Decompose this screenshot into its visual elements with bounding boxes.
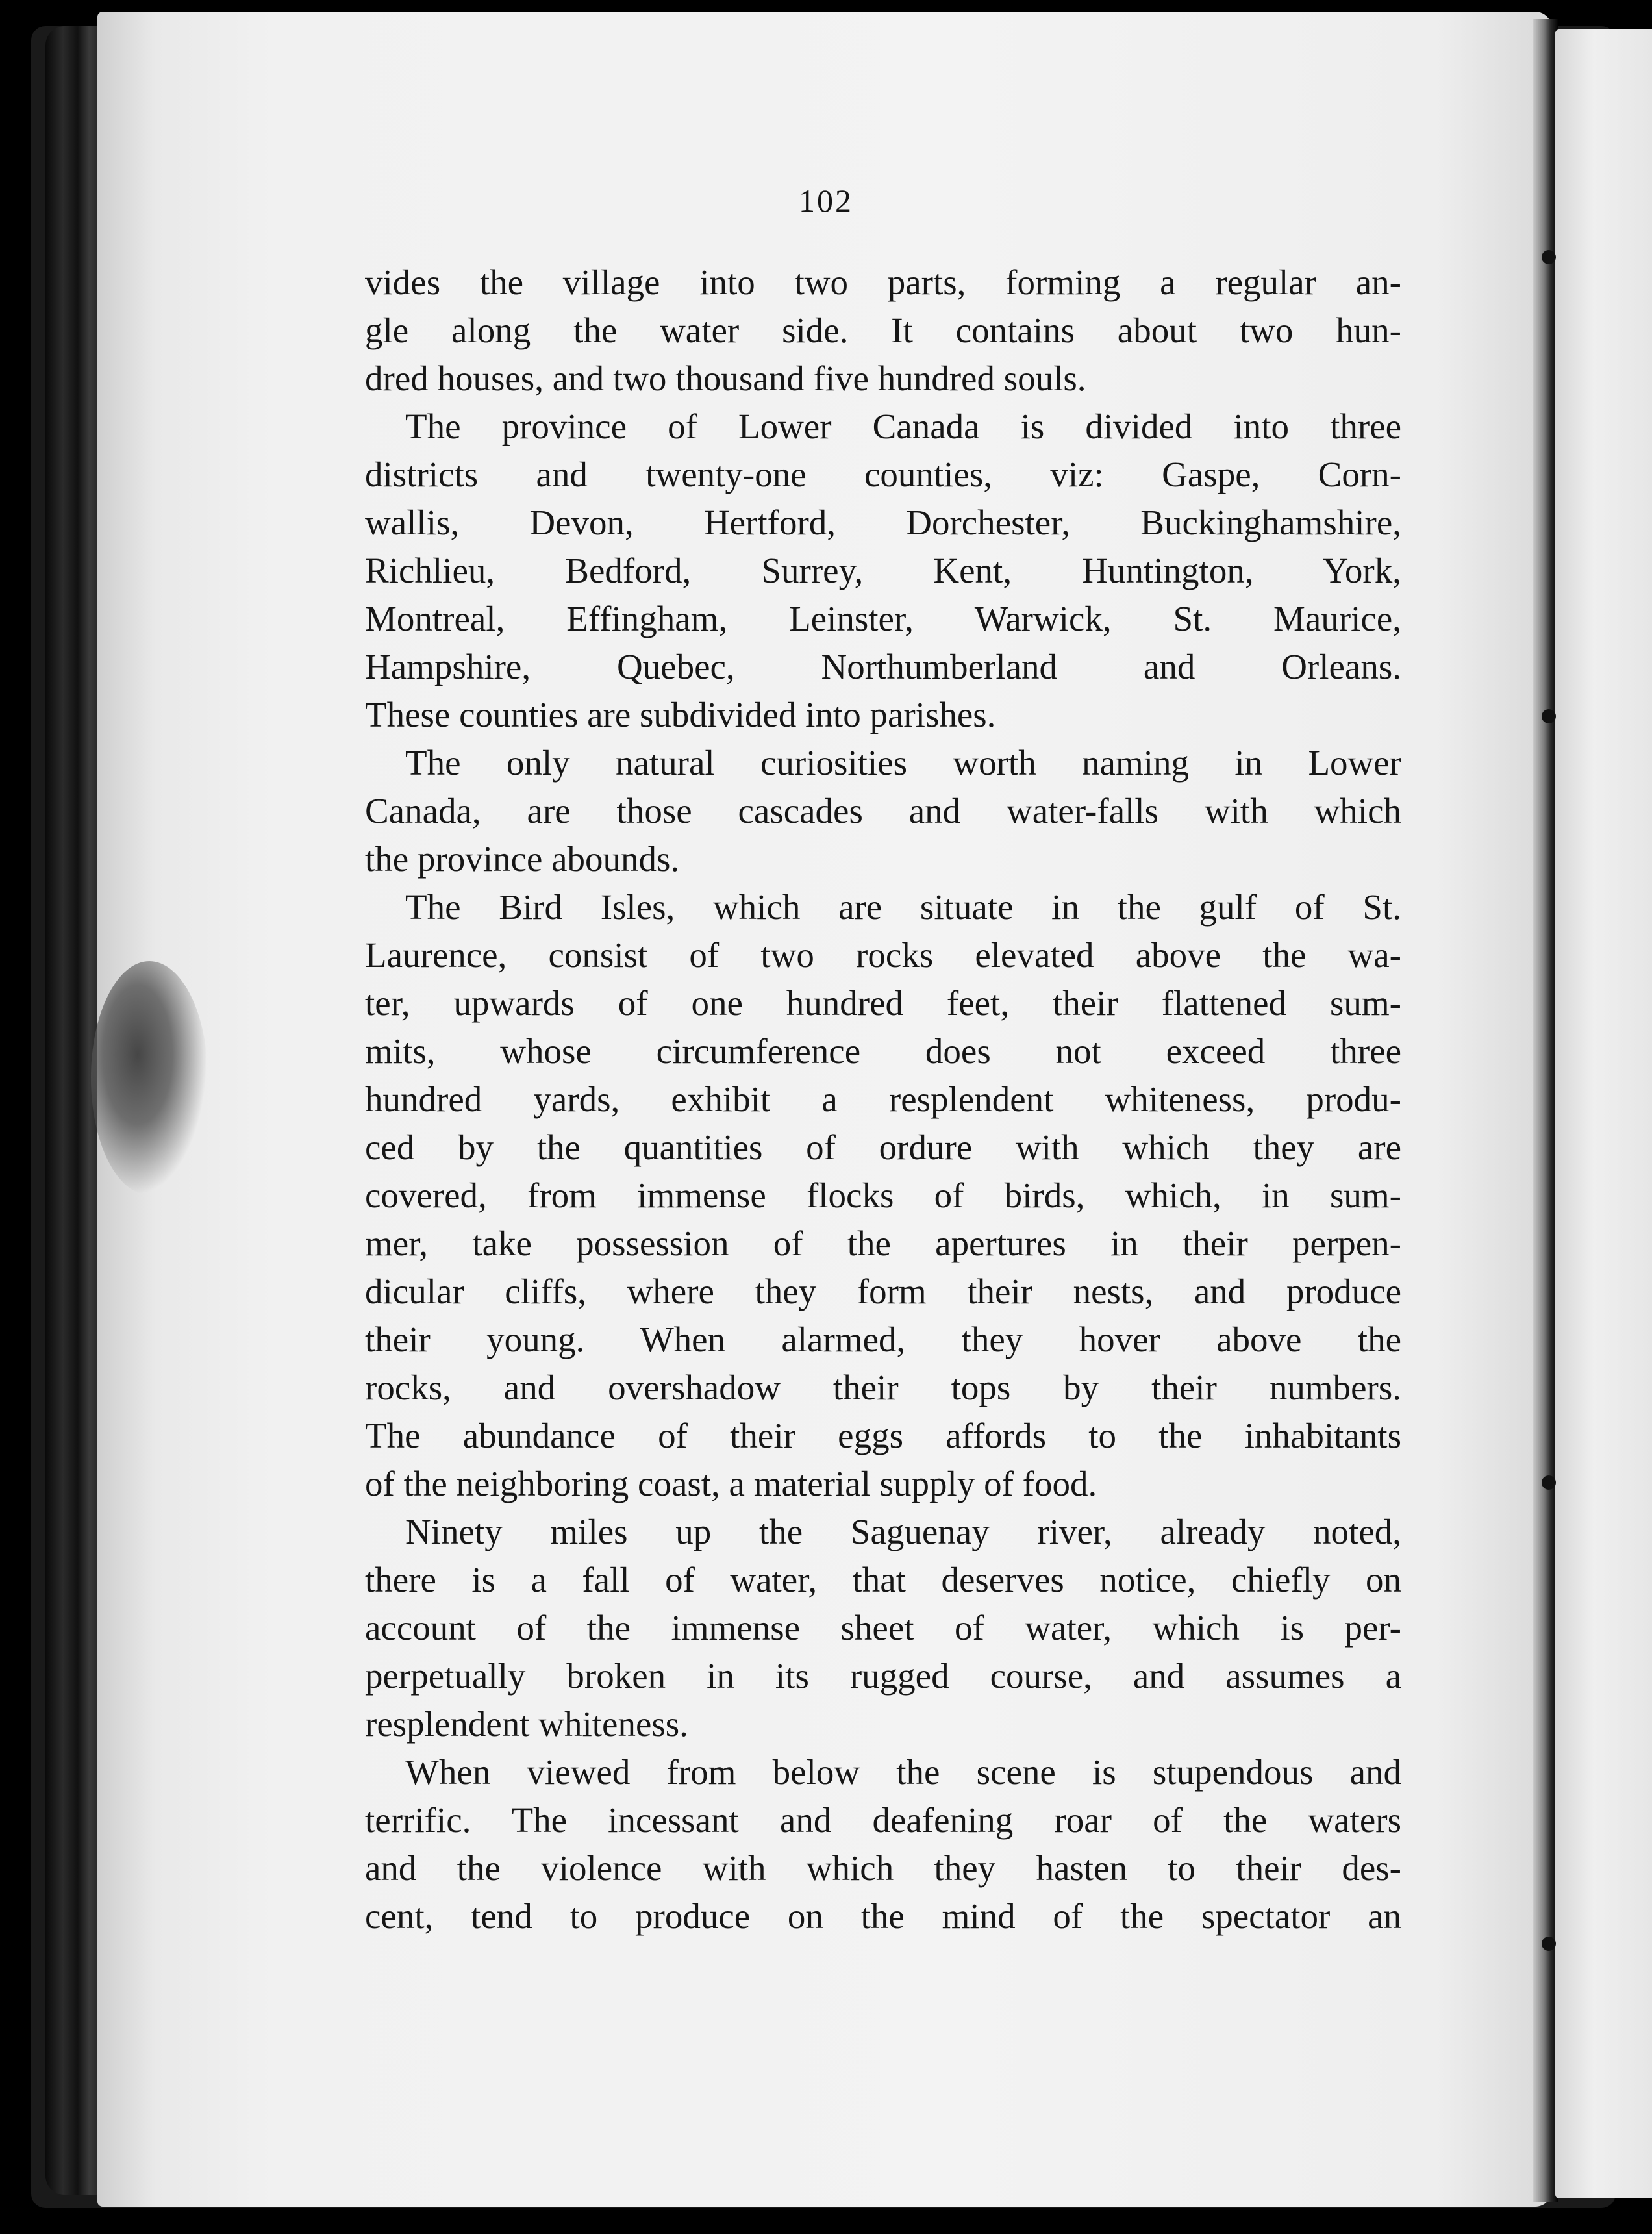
text-line: The province of Lower Canada is divided into three xyxy=(405,407,1401,446)
text-line: covered, from immense flocks of birds, which, in sum- xyxy=(365,1175,1401,1215)
page-stain xyxy=(91,961,208,1195)
text-line: Hampshire, Quebec, Northumberland and Orleans. xyxy=(365,647,1401,686)
binding-stitch xyxy=(1542,709,1556,723)
text-line: hundred yards, exhibit a resplendent whiteness, produ- xyxy=(365,1079,1401,1119)
text-line: perpetually broken in its rugged course, and assumes a xyxy=(365,1656,1401,1696)
text-line: The abundance of their eggs affords to the inhabitants xyxy=(365,1416,1401,1455)
text-line: dicular cliffs, where they form their nests, and produce xyxy=(365,1272,1401,1311)
text-line: rocks, and overshadow their tops by their numbers. xyxy=(365,1368,1401,1407)
body-text xyxy=(365,258,1401,1940)
text-line: When viewed from below the scene is stupendous and xyxy=(405,1752,1401,1792)
page-number: 102 xyxy=(799,182,853,219)
text-line: mer, take possession of the apertures in their perpen- xyxy=(365,1224,1401,1263)
facing-page-edge xyxy=(1555,29,1652,2198)
text-line: the province abounds. xyxy=(365,839,680,879)
text-line: Ninety miles up the Saguenay river, already noted, xyxy=(405,1512,1401,1551)
text-line: wallis, Devon, Hertford, Dorchester, Buckinghamshire, xyxy=(365,503,1401,542)
binding-gutter xyxy=(1533,19,1558,2202)
text-line: ter, upwards of one hundred feet, their flattened sum- xyxy=(365,983,1401,1023)
text-line: Laurence, consist of two rocks elevated above the wa- xyxy=(365,935,1401,975)
binding-stitch xyxy=(1542,250,1556,264)
text-line: The only natural curiosities worth naming in Lower xyxy=(405,743,1401,783)
text-line: cent, tend to produce on the mind of the spectator an xyxy=(365,1896,1401,1936)
text-line: Montreal, Effingham, Leinster, Warwick, St. Maurice, xyxy=(365,599,1401,638)
text-line: The Bird Isles, which are situate in the gulf of St. xyxy=(405,887,1401,927)
text-line: account of the immense sheet of water, which is per- xyxy=(365,1608,1401,1648)
text-line: there is a fall of water, that deserves notice, chiefly on xyxy=(365,1560,1401,1600)
text-line: vides the village into two parts, forming a regular an- xyxy=(365,262,1401,302)
text-line: districts and twenty-one counties, viz: Gaspe, Corn- xyxy=(365,455,1401,494)
text-line: ced by the quantities of ordure with which they are xyxy=(365,1127,1401,1167)
text-line: and the violence with which they hasten to their des- xyxy=(365,1848,1401,1888)
text-line: Canada, are those cascades and water-falls with which xyxy=(365,791,1401,831)
text-line: terrific. The incessant and deafening roar of the waters xyxy=(365,1800,1401,1840)
text-line: gle along the water side. It contains about two hun- xyxy=(365,310,1401,350)
text-line: Richlieu, Bedford, Surrey, Kent, Huntington, York, xyxy=(365,551,1401,590)
text-line: These counties are subdivided into parishes. xyxy=(365,695,996,734)
binding-stitch xyxy=(1542,1475,1556,1490)
text-line: resplendent whiteness. xyxy=(365,1704,688,1744)
text-line: of the neighboring coast, a material supply of food. xyxy=(365,1464,1097,1503)
text-line: their young. When alarmed, they hover above the xyxy=(365,1320,1401,1359)
binding-stitch xyxy=(1542,1937,1556,1951)
text-line: dred houses, and two thousand five hundred souls. xyxy=(365,358,1086,398)
text-line: mits, whose circumference does not exceed three xyxy=(365,1031,1401,1071)
